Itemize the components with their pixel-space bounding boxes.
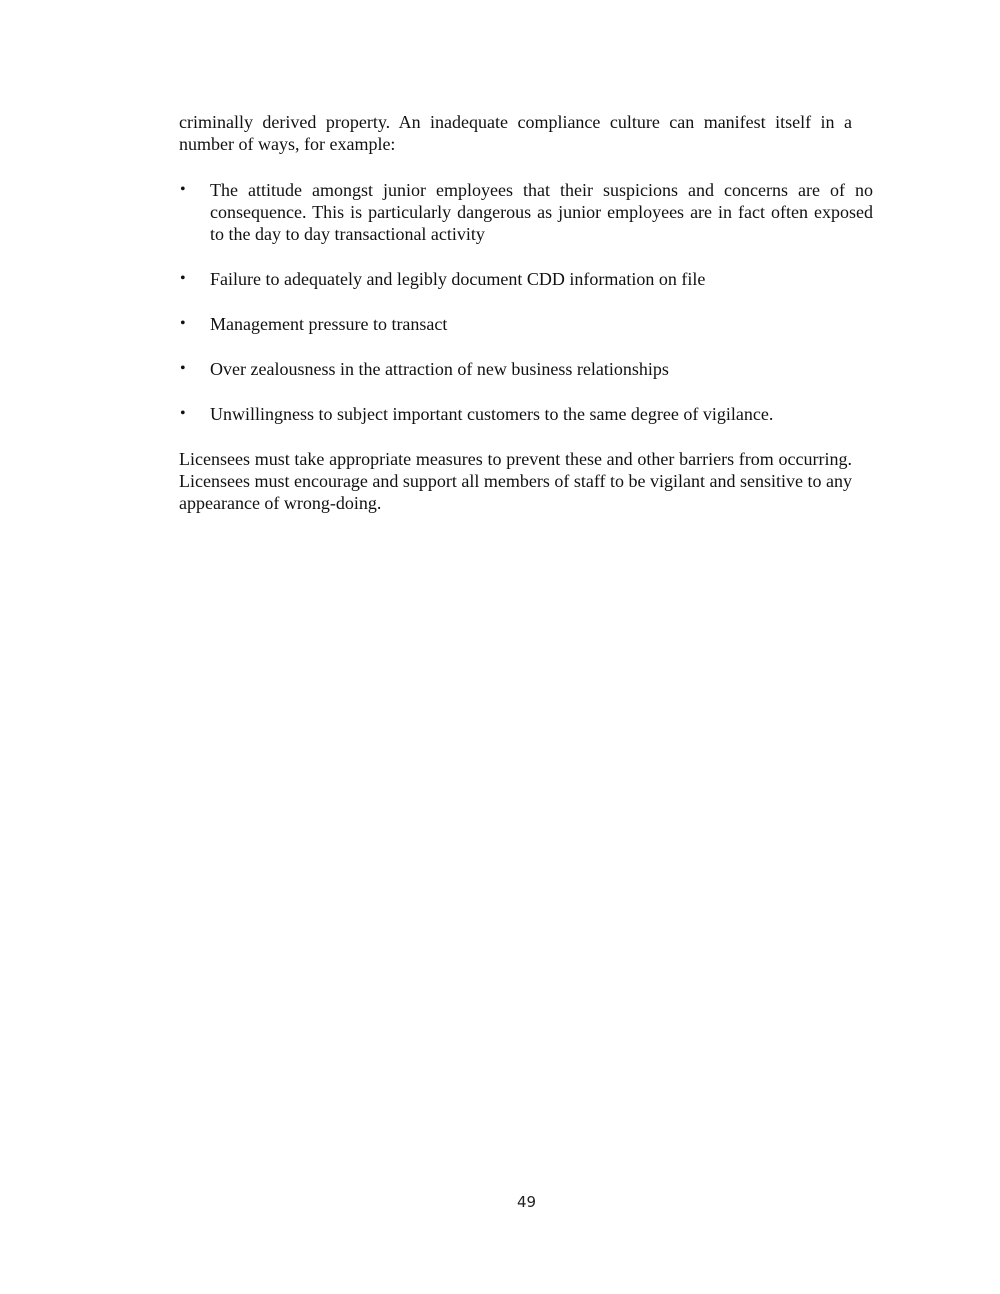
list-item (179, 358, 873, 380)
list-item-text: Management pressure to transact (210, 314, 448, 334)
list-item (179, 179, 873, 245)
bullet-icon: • (180, 360, 186, 377)
list-item-text: The attitude amongst junior employees that their suspicions and concerns are of no consequence. This is particularly dangerous as junior employees are in fact often exposed to the day to day transactional activity (210, 180, 873, 244)
list-item (179, 313, 873, 335)
bullet-icon: • (180, 315, 186, 332)
document-body (179, 111, 873, 514)
closing-paragraph: Licensees must take appropriate measures to prevent these and other barriers from occurring. Licensees must encourage and support all members of staff to be vigilant and sensitive to any appearance of wrong-doing. (179, 449, 852, 513)
bullet-icon: • (180, 405, 186, 422)
barriers-bullet-list (179, 179, 873, 425)
page-number: 49 (516, 1193, 537, 1211)
list-item (179, 268, 873, 290)
bullet-icon: • (180, 270, 186, 287)
bullet-icon: • (180, 181, 186, 198)
list-item-text: Failure to adequately and legibly document CDD information on file (210, 269, 706, 289)
list-item (179, 403, 873, 425)
list-item-text: Over zealousness in the attraction of new business relationships (210, 359, 669, 379)
list-item-text: Unwillingness to subject important customers to the same degree of vigilance. (210, 404, 774, 424)
intro-paragraph: criminally derived property. An inadequate compliance culture can manifest itself in a number of ways, for example: (179, 112, 852, 154)
